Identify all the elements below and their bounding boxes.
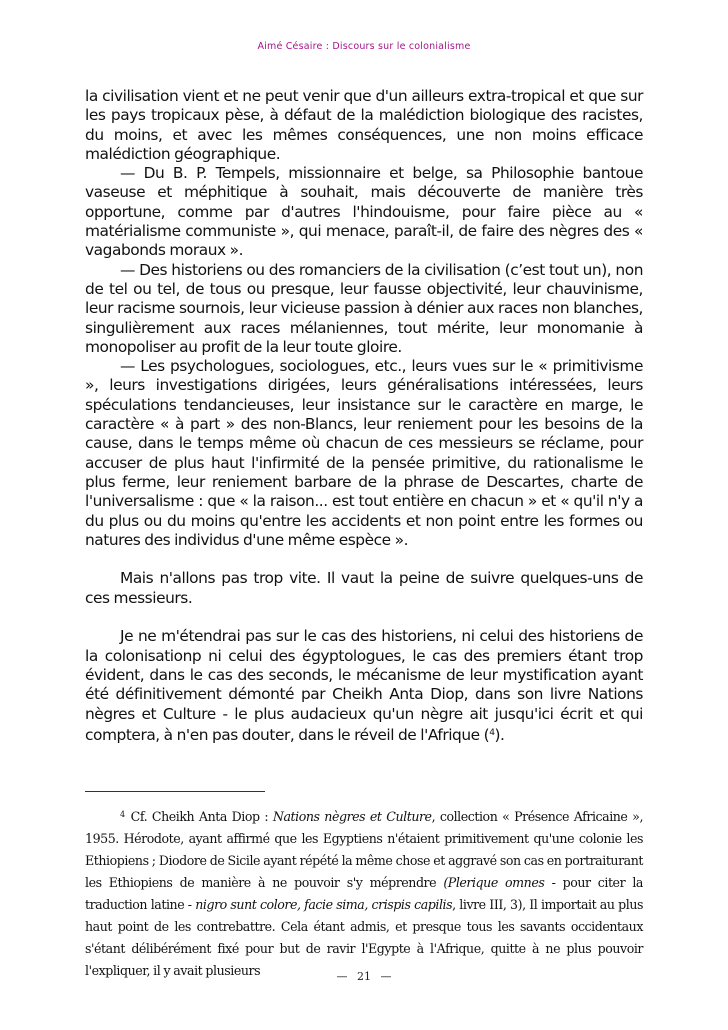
paragraph-psychologists: — Les psychologues, sociologues, etc., leurs vues sur le « primitivisme », leurs investigations dirigées, leurs généralisations intéressées, leurs spéculations tendancieuses, leur insistance sur le caractère en marge, le caractère « à part » des non-Blancs, leur reniement pour les besoins de la cause, dans le temps même où chacun de ces messieurs se réclame, pour accuser de plus haut l'infirmité de la pensée primitive, du rationalisme le plus ferme, leur reniement barbare de la phrase de Descartes, charte de l'universalisme : que « la raison... est tout entière en chacun » et « qu'il n'y a du plus ou du moins qu'entre les accidents et non point entre les formes ou natures des individus d'une même espèce ».	[85, 357, 643, 549]
running-header: Aimé Césaire : Discours sur le colonialisme	[257, 41, 471, 52]
footnote-text-2: , collection « Présence Africaine », 1955. Hérodote, ayant affirmé que les Egyptiens n'étaient primitivement qu'une colonie les Ethiopiens ; Diodore de Sicile ayant répété la même chose et aggravé son cas en portraiturant les Ethiopiens de manière à ne pouvoir s'y méprendre	[85, 809, 643, 890]
footnote-number: 4	[120, 810, 125, 819]
footnote-latin-quote: nigro sunt colore, facie sima, crispis capilis	[195, 897, 453, 912]
footnote-text-1: Cf. Cheikh Anta Diop :	[130, 809, 273, 824]
paragraph-historians: — Des historiens ou des romanciers de la civilisation (c’est tout un), non de tel ou tel, de tous ou presque, leur fausse objectivité, leur chauvinisme, leur racisme sournois, leur vicieuse passion à dénier aux races non blanches, singulièrement aux races mélaniennes, tout mérite, leur monomanie à monopoliser au profit de la leur toute gloire.	[85, 260, 643, 356]
paragraph-tempels: — Du B. P. Tempels, missionnaire et belge, sa Philosophie bantoue vaseuse et méphitique à souhait, mais découverte de manière très opportune, comme par d'autres l'hindouisme, pour faire pièce au « matérialisme communiste », qui menace, paraît-il, de faire des nègres des « vagabonds moraux ».	[85, 164, 643, 260]
paragraph-egyptologists-text: Je ne m'étendrai pas sur le cas des historiens, ni celui des historiens de la colonisationp ni celui des égyptologues, le cas des premiers étant trop évident, dans le cas des seconds, le mécanisme de leur mystification ayant été définitivement démonté par Cheikh Anta Diop, dans son livre Nations nègres et Culture - le plus audacieux qu'un nègre ait jusqu'ici écrit et qui comptera, à n'en pas douter, dans le réveil de l'Afrique (	[85, 627, 643, 744]
main-text	[85, 87, 643, 745]
footnote-reference[interactable]: 4	[489, 727, 495, 738]
footnote-book-title: Nations nègres et Culture	[272, 809, 432, 824]
page-number: — 21 —	[336, 970, 392, 983]
paragraph-egyptologists	[85, 627, 643, 745]
footnote-text-4: , livre III, 3), Il importait au plus haut point de les contrebattre. Cela étant admis, et presque tous les savants occidentaux s'étant délibérément fixé pour but de ravir l'Egypte à l'Afrique, quitte à ne plus pouvoir l'expliquer, il y avait plusieurs	[85, 897, 643, 978]
paragraph-egyptologists-end: ).	[494, 725, 505, 744]
footnote-4	[85, 804, 643, 982]
footnotes	[85, 804, 643, 982]
footnote-text-3: - pour citer la traduction latine -	[85, 875, 643, 912]
paragraph-continuation: la civilisation vient et ne peut venir que d'un ailleurs extra-tropical et que sur les pays tropicaux pèse, à défaut de la malédiction biologique des racistes, du moins, et avec les mêmes conséquences, une non moins efficace malédiction géographique.	[85, 87, 643, 163]
footnote-latin-plerique: (Plerique omnes	[443, 875, 545, 890]
paragraph-not-too-fast: Mais n'allons pas trop vite. Il vaut la peine de suivre quelques-uns de ces messieurs.	[85, 569, 643, 607]
footnote-separator	[85, 791, 265, 792]
